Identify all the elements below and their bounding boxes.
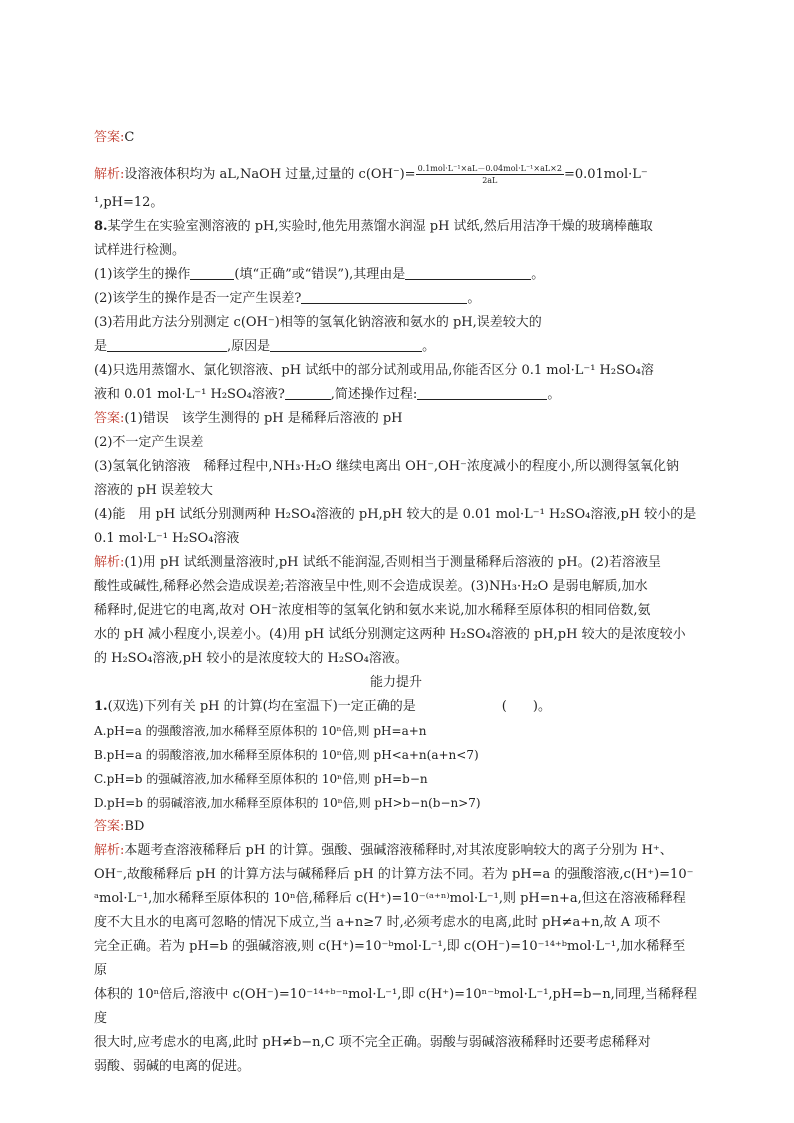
q7-analysis <box>94 159 698 187</box>
answer-label: 答案: <box>94 819 125 834</box>
analysis-text: 本题考查溶液稀释后 pH 的计算。强酸、强碱溶液稀释时,对其浓度影响较大的离子分别为 H⁺、 <box>124 843 673 858</box>
answer-blank[interactable] <box>270 337 422 352</box>
answer-blank[interactable] <box>417 385 547 400</box>
fraction-numerator: 0.1mol·L⁻¹×aL－0.04mol·L⁻¹×aL×2 <box>417 164 562 173</box>
question-text: 某学生在实验室测溶液的 pH,实验时,他先用蒸馏水润湿 pH 试纸,然后用洁净干燥的玻璃棒蘸取 <box>107 219 653 234</box>
q8-answer-4-cont: 0.1 mol·L⁻¹ H₂SO₄溶液 <box>94 531 240 546</box>
q8-answer-4: (4)能 用 pH 试纸分别测两种 H₂SO₄溶液的 pH,pH 较大的是 0.01 mol·L⁻¹ H₂SO₄溶液,pH 较小的是 <box>94 507 697 522</box>
q8-sub3-cont <box>94 335 698 359</box>
answer-bracket[interactable]: ( )。 <box>501 699 551 714</box>
question-text: (1)该学生的操作 <box>94 267 191 282</box>
p1-analysis-3: ᵃmol·L⁻¹,加水稀释至原体积的 10ⁿ倍,稀释后 c(H⁺)=10⁻⁽ᵃ⁺ⁿ⁾mol·L⁻¹,则 pH=n+a,但这在溶液稀释程 <box>94 891 686 906</box>
answer-blank[interactable] <box>405 265 531 280</box>
question-number: 1. <box>94 699 108 714</box>
question-text: 是 <box>94 339 108 354</box>
p1-analysis-2: OH⁻,故酸稀释后 pH 的计算方法与碱稀释后 pH 的计算方法不同。若为 pH=a 的强酸溶液,c(H⁺)=10⁻ <box>94 867 694 882</box>
question-text: (填“正确”或“错误”),其理由是 <box>234 267 406 282</box>
q7-analysis-tail: ¹,pH=12。 <box>94 195 164 210</box>
p1-analysis-5: 完全正确。若为 pH=b 的强碱溶液,则 c(H⁺)=10⁻ᵇmol·L⁻¹,即 c(OH⁻)=10⁻¹⁴⁺ᵇmol·L⁻¹,加水稀释至原 <box>94 939 686 978</box>
question-number: 8. <box>94 219 108 234</box>
answer-blank[interactable] <box>301 289 467 304</box>
q8-analysis-3: 稀释时,促进它的电离,故对 OH⁻浓度相等的氢氧化钠和氨水来说,加水稀释至原体积的相同倍数,氨 <box>94 603 651 618</box>
analysis-label: 解析: <box>94 843 125 858</box>
q8-answer <box>94 407 698 431</box>
q8-answer-3-cont: 溶液的 pH 误差较大 <box>94 483 213 498</box>
q8-analysis-4: 水的 pH 减小程度小,误差小。(4)用 pH 试纸分别测定这两种 H₂SO₄溶液的 pH,pH 较大的是浓度较小 <box>94 627 686 642</box>
q8-sub2 <box>94 287 698 311</box>
analysis-text: )= <box>399 167 416 182</box>
answer-label: 答案: <box>94 411 125 426</box>
answer-value: C <box>124 130 135 145</box>
p1-analysis-7: 很大时,应考虑水的电离,此时 pH≠b−n,C 项不完全正确。弱酸与弱碱溶液稀释时还要考虑稀释对 <box>94 1035 651 1050</box>
question-text: ,原因是 <box>227 339 271 354</box>
question-text: 。 <box>467 291 481 306</box>
q8-sub1 <box>94 263 698 287</box>
q8-answer-3: (3)氢氧化钠溶液 稀释过程中,NH₃·H₂O 继续电离出 OH⁻,OH⁻浓度减小的程度小,所以测得氢氧化钠 <box>94 459 680 474</box>
q8-sub4-cont <box>94 383 698 407</box>
question-text: (双选)下列有关 pH 的计算(均在室温下)一定正确的是 <box>107 699 416 714</box>
superscript-minus: − <box>392 166 400 175</box>
answer-blank[interactable] <box>107 337 227 352</box>
answer-value: BD <box>124 819 145 834</box>
answer-blank[interactable] <box>190 265 234 280</box>
section-title: 能力提升 <box>369 675 422 690</box>
fraction-denominator: 2aL <box>482 176 498 185</box>
p1-analysis-4: 度不大且水的电离可忽略的情况下成立,当 a+n≥7 时,必须考虑水的电离,此时 pH≠a+n,故 A 项不 <box>94 915 661 930</box>
option-a: A.pH=a 的强酸溶液,加水稀释至原体积的 10ⁿ倍,则 pH=a+n <box>94 724 427 738</box>
question-text: 。 <box>531 267 545 282</box>
q8-sub3: (3)若用此方法分别测定 c(OH⁻)相等的氢氧化钠溶液和氨水的 pH,误差较大的 <box>94 315 542 330</box>
p1-analysis <box>94 839 698 863</box>
option-b: B.pH=a 的弱酸溶液,加水稀释至原体积的 10ⁿ倍,则 pH<a+n(a+n<7) <box>94 748 479 762</box>
answer-text: (1)错误 该学生测得的 pH 是稀释后溶液的 pH <box>124 411 403 426</box>
question-text: 。 <box>422 339 436 354</box>
q8-analysis <box>94 551 698 575</box>
analysis-text: =0.01mol·L⁻ <box>563 167 648 182</box>
question-text: 。 <box>547 387 561 402</box>
q8-stem <box>94 215 698 239</box>
q8-analysis-5: 的 H₂SO₄溶液,pH 较小的是浓度较大的 H₂SO₄溶液。 <box>94 651 408 666</box>
q8-stem-cont: 试样进行检测。 <box>94 243 186 258</box>
q8-answer-2: (2)不一定产生误差 <box>94 435 204 450</box>
question-text: ,简述操作过程: <box>330 387 418 402</box>
q8-analysis-2: 酸性或碱性,稀释必然会造成误差;若溶液呈中性,则不会造成误差。(3)NH₃·H₂O 是弱电解质,加水 <box>94 579 648 594</box>
analysis-text: (1)用 pH 试纸测量溶液时,pH 试纸不能润湿,否则相当于测量稀释后溶液的 pH。(2)若溶液呈 <box>124 555 661 570</box>
q8-sub4: (4)只选用蒸馏水、氯化钡溶液、pH 试纸中的部分试剂或用品,你能否区分 0.1 mol·L⁻¹ H₂SO₄溶 <box>94 363 654 378</box>
analysis-label: 解析: <box>94 167 125 182</box>
q7-answer <box>94 126 698 150</box>
answer-blank[interactable] <box>285 385 331 400</box>
p1-stem <box>94 695 698 719</box>
analysis-label: 解析: <box>94 555 125 570</box>
option-c: C.pH=b 的强碱溶液,加水稀释至原体积的 10ⁿ倍,则 pH=b−n <box>94 772 428 786</box>
question-text: (2)该学生的操作是否一定产生误差? <box>94 291 302 306</box>
analysis-text: 设溶液体积均为 aL,NaOH 过量,过量的 c(OH <box>124 167 393 182</box>
p1-analysis-8: 弱酸、弱碱的电离的促进。 <box>94 1059 251 1074</box>
fraction <box>416 163 564 186</box>
p1-answer <box>94 815 698 839</box>
option-d: D.pH=b 的弱碱溶液,加水稀释至原体积的 10ⁿ倍,则 pH>b−n(b−n>7) <box>94 796 481 810</box>
document-page <box>94 126 698 1079</box>
question-text: 液和 0.01 mol·L⁻¹ H₂SO₄溶液? <box>94 387 285 402</box>
answer-label: 答案: <box>94 130 125 145</box>
p1-analysis-6: 体积的 10ⁿ倍后,溶液中 c(OH⁻)=10⁻¹⁴⁺ᵇ⁻ⁿmol·L⁻¹,即 c(H⁺)=10ⁿ⁻ᵇmol·L⁻¹,pH=b−n,同理,当稀释程度 <box>94 987 697 1026</box>
